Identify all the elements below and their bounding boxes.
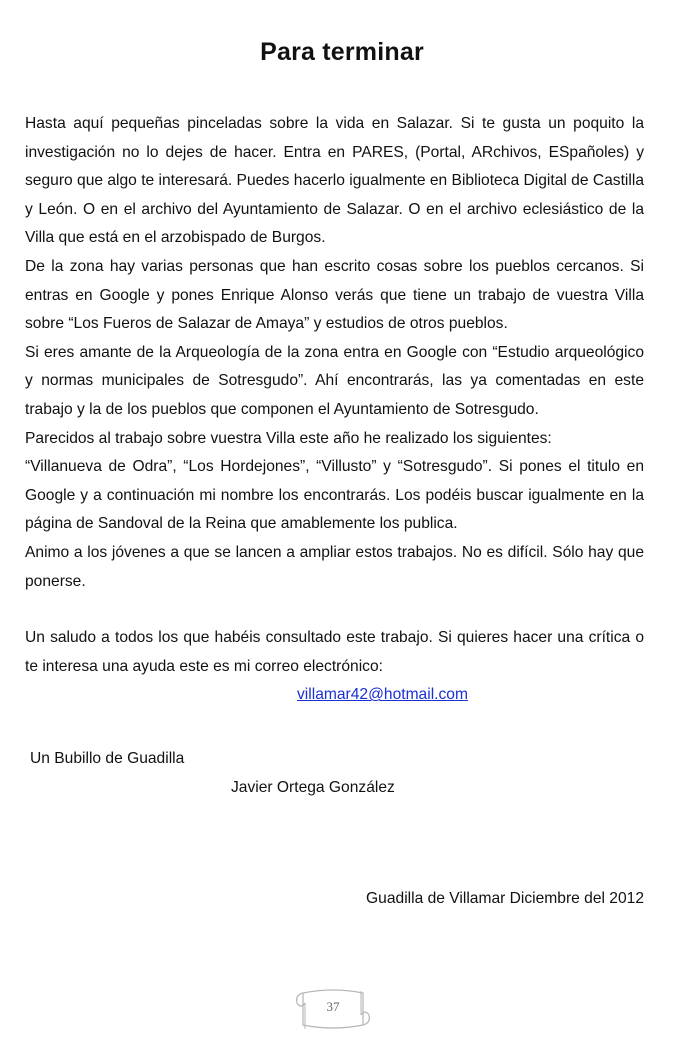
signature-name: Javier Ortega González: [231, 779, 395, 796]
body-text: [25, 110, 644, 710]
paragraph-similar-works: Parecidos al trabajo sobre vuestra Villa este año he realizado los siguientes:: [25, 429, 552, 447]
paragraph-closing: Un saludo a todos los que habéis consultado este trabajo. Si quieres hacer una crítica o te interesa una ayuda este es mi correo electrónico:: [25, 629, 644, 675]
paragraph-gap: [25, 596, 644, 624]
paragraph-archaeology: Si eres amante de la Arqueología de la zona entra en Google con “Estudio arqueológico y normas municipales de Sotresgudo”. Ahí encontrarás, las ya comentadas en este trabajo y la de los pueblos que componen el Ayuntamiento de Sotresgudo.: [25, 343, 644, 418]
page-title: Para terminar: [260, 38, 424, 66]
paragraph-encouragement: Animo a los jóvenes a que se lancen a ampliar estos trabajos. No es difícil. Sólo hay que ponerse.: [25, 543, 644, 590]
page-number-scroll: [293, 985, 373, 1035]
paragraph-investigation: Hasta aquí pequeñas pinceladas sobre la vida en Salazar. Si te gusta un poquito la investigación no lo dejes de hacer. Entra en PARES, (Portal, ARchivos, ESpañoles) y seguro que algo te interesará. Puedes hacerlo igualmente en Biblioteca Digital de Castilla y León. O en el archivo del Ayuntamiento de Salazar. O en el archivo eclesiástico de la Villa que está en el arzobispado de Burgos.: [25, 115, 644, 247]
place-date: Guadilla de Villamar Diciembre del 2012: [366, 890, 644, 907]
page-number: 37: [326, 999, 340, 1014]
email-link[interactable]: villamar42@hotmail.com: [297, 686, 468, 704]
paragraph-work-titles: “Villanueva de Odra”, “Los Hordejones”, “Villusto” y “Sotresgudo”. Si pones el titulo en Google y a continuación mi nombre los encontrarás. Los podéis buscar igualmente en la página de Sandoval de la Reina que amablemente los publica.: [25, 458, 644, 533]
email-line: [25, 681, 644, 710]
signature-alias: Un Bubillo de Guadilla: [30, 750, 185, 767]
paragraph-nearby-towns: De la zona hay varias personas que han escrito cosas sobre los pueblos cercanos. Si entras en Google y pones Enrique Alonso verás que tiene un trabajo de vuestra Villa sobre “Los Fueros de Salazar de Amaya” y estudios de otros pueblos.: [25, 257, 644, 333]
